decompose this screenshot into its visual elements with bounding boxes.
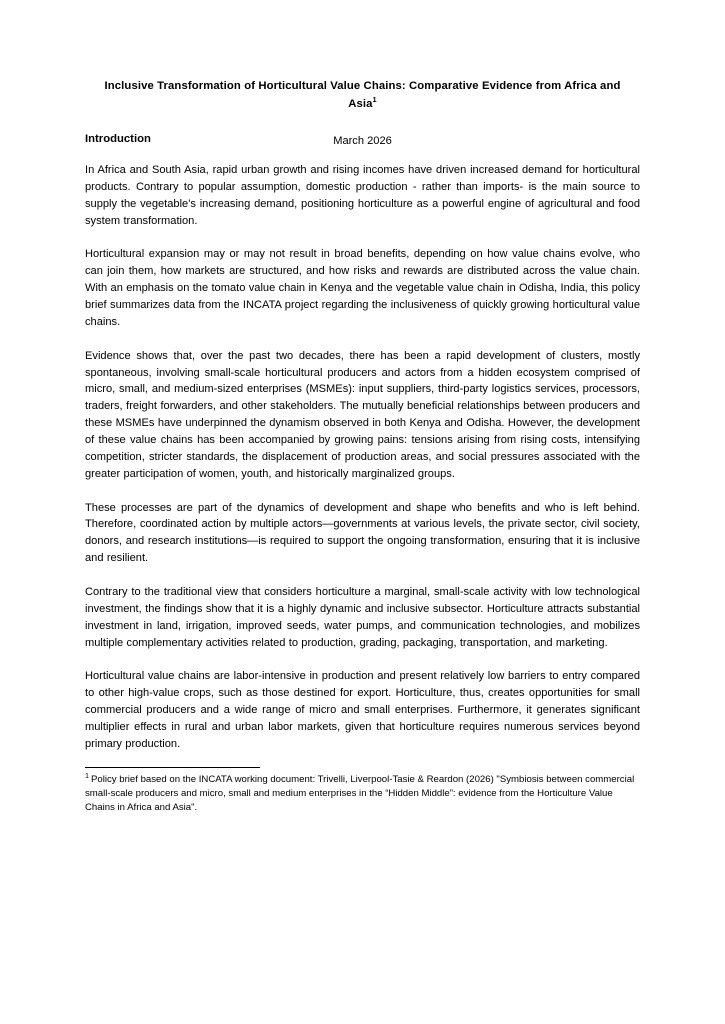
footnote-text xyxy=(85,770,640,815)
paragraph-6: Horticultural value chains are labor-intensive in production and present relatively low barriers to entry compared to other high-value crops, such as those destined for export. Horticulture, thus, creates opportunities for small commercial producers and a wide range of micro and small enterprises. Furthermore, it generates significant multiplier effects in rural and urban labor markets, given that horticulture requires numerous services beyond primary production. xyxy=(85,670,640,750)
page-title-line2: Africa and Asia xyxy=(348,80,621,110)
footnote-divider xyxy=(85,767,260,768)
footnote-body: Policy brief based on the INCATA working document: Trivelli, Liverpool-Tasie & Reardon (2026) "Symbiosis between commercial small-scale producers and micro, small and medium enterprises in the “Hidden Middle”: evidence from the Horticulture Value Chains in Africa and Asia". xyxy=(85,773,635,813)
document-date: March 2026 xyxy=(333,135,392,147)
footnote-section xyxy=(85,767,640,815)
paragraph-3: Evidence shows that, over the past two decades, there has been a rapid development of clusters, mostly spontaneous, involving small-scale horticultural producers and actors from a hidden ecosystem comprised of micro, small, and medium-sized enterprises (MSMEs): input suppliers, third-party logistics services, processors, traders, freight forwarders, and other stakeholders. The mutually beneficial relationships between producers and these MSMEs have underpinned the dynamism observed in both Kenya and Odisha. However, the development of these value chains has been accompanied by growing pains: tensions arising from rising costs, intensifying competition, stricter standards, the displacement of production areas, and social pressures associated with the greater participation of women, youth, and historically marginalized groups. xyxy=(85,349,640,480)
paragraph-1: In Africa and South Asia, rapid urban growth and rising incomes have driven increased demand for horticultural products. Contrary to popular assumption, domestic production - rather than imports- is the main source to supply the vegetable's increasing demand, positioning horticulture as a powerful engine of agricultural and food system transformation. xyxy=(85,164,640,227)
paragraph-4: These processes are part of the dynamics of development and shape who benefits and who is left behind. Therefore, coordinated action by multiple actors—governments at various levels, the private sector, civil society, donors, and research institutions—is required to support the ongoing transformation, ensuring that it is inclusive and resilient. xyxy=(85,501,640,565)
footnote-marker: 1 xyxy=(85,770,89,780)
title-footnote-marker: 1 xyxy=(372,94,377,104)
page-title xyxy=(85,78,640,113)
section-heading-introduction: Introduction xyxy=(85,133,151,145)
page-title-line1: Inclusive Transformation of Horticultural Value Chains: Comparative Evidence from xyxy=(104,80,562,92)
paragraph-5: Contrary to the traditional view that considers horticulture a marginal, small-scale activity with low technological investment, the findings show that it is a highly dynamic and inclusive subsector. Horticulture attracts substantial investment in land, irrigation, improved seeds, water pumps, and communication technologies, and mobilizes multiple complementary activities related to production, grading, packaging, transportation, and marketing. xyxy=(85,586,640,649)
paragraph-2: Horticultural expansion may or may not result in broad benefits, depending on how value chains evolve, who can join them, how markets are structured, and how risks and rewards are distributed across the value chain. With an emphasis on the tomato value chain in Kenya and the vegetable value chain in Odisha, India, this policy brief summarizes data from the INCATA project regarding the inclusiveness of quickly growing horticultural value chains. xyxy=(85,248,640,328)
